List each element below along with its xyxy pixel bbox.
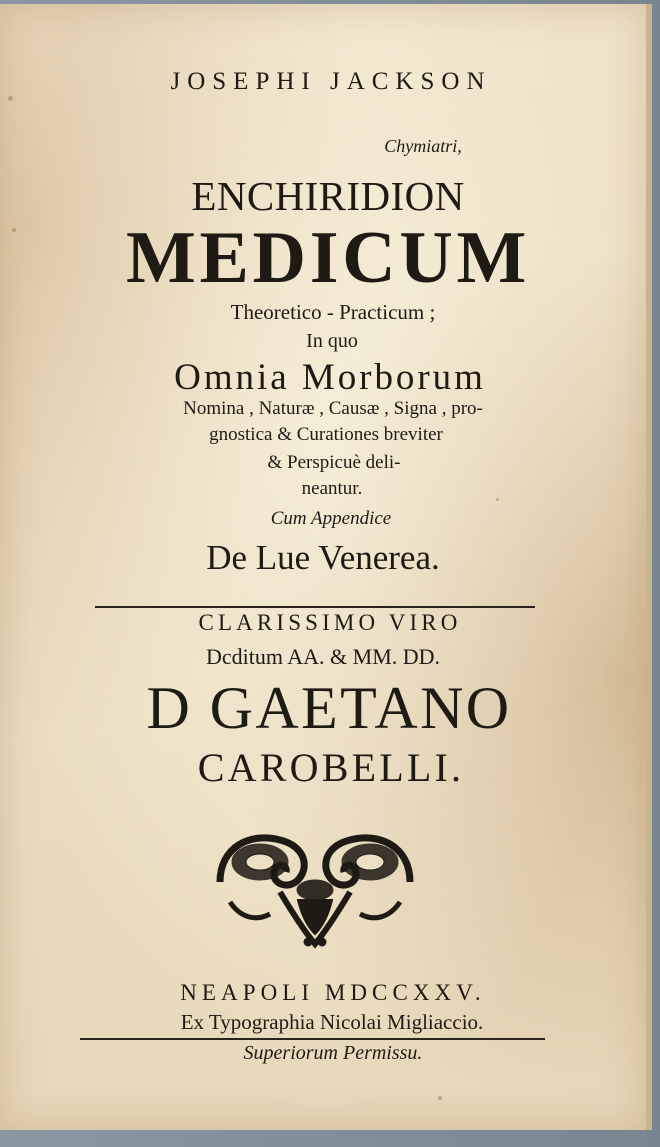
title-medicum: MEDICUM	[125, 217, 531, 299]
description-line-2: gnostica & Curationes breviter	[209, 424, 443, 445]
floral-ornament-icon	[210, 822, 420, 952]
dedication-line-2: Dcditum AA. & MM. DD.	[205, 644, 441, 669]
author-role: Chymiatri,	[384, 136, 462, 156]
foxing-spot	[8, 96, 13, 101]
subtitle: Theoretico - Practicum ;	[230, 300, 436, 324]
dedication-line-1: CLARISSIMO VIRO	[198, 610, 462, 635]
title-enchiridion: ENCHIRIDION	[191, 173, 465, 219]
in-quo-text: In quo	[306, 330, 358, 352]
description-line-3: & Perspicuè deli-	[267, 452, 401, 473]
printer-rule	[80, 1038, 545, 1040]
description-line-1: Nomina , Naturæ , Causæ , Signa , pro-	[183, 398, 483, 419]
author-name: JOSEPHI JACKSON	[170, 68, 492, 95]
divider-rule	[95, 606, 535, 608]
dedicatee-name: D GAETANO	[146, 675, 512, 741]
place-and-date: NEAPOLI MDCCXXV.	[180, 980, 486, 1005]
printer-line: Ex Typographia Nicolai Migliaccio.	[180, 1010, 484, 1034]
dedicatee-surname: CAROBELLI.	[197, 745, 465, 790]
foxing-spot	[438, 1096, 442, 1100]
appendix-intro: Cum Appendice	[270, 508, 392, 529]
omnia-morborum: Omnia Morborum	[174, 357, 486, 398]
description-line-4: neantur.	[301, 478, 363, 499]
permission-line: Superiorum Permissu.	[243, 1042, 423, 1064]
title-page	[0, 4, 652, 1130]
appendix-title: De Lue Venerea.	[206, 538, 440, 577]
